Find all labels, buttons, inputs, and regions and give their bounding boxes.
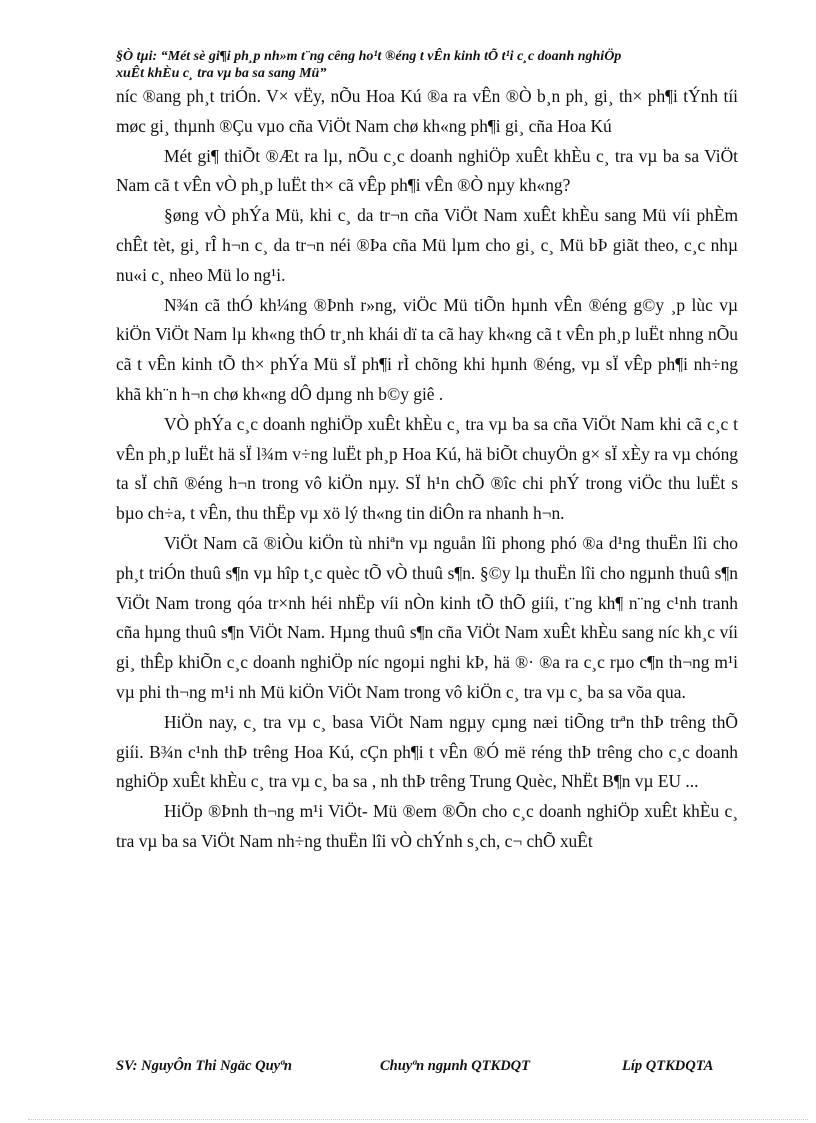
footer-student: SV: NguyÔn Thi Ngäc Quyªn [116,1058,292,1074]
header-line-1: §Ò tµi: “Mét sè gi¶i ph¸p nh»m t¨ng cêng ho¹t ®éng t vÊn kinh tÕ t¹i c¸c doanh nghiÖp [116,49,622,64]
paragraph: HiÖn nay, c¸ tra vµ c¸ basa ViÖt Nam ngµy cµng næi tiÕng trªn thÞ trêng thÕ giíi. B¾n c¹nh thÞ trêng Hoa Kú, cÇn ph¶i t vÊn ®Ó më réng thÞ trêng cho c¸c doanh nghiÖp xuÊt khÈu c¸ tra vµ c¸ ba sa , nh thÞ trêng Trung Quèc, NhËt B¶n vµ EU ... [116,711,738,792]
paragraph: VÒ phÝa c¸c doanh nghiÖp xuÊt khÈu c¸ tra vµ ba sa cña ViÖt Nam khi cã c¸c t vÊn ph¸p luËt hä sÏ l¾m v÷ng luËt ph¸p Hoa Kú, hä biÕt chuyÖn g× sÏ xÈy ra vµ chóng ta sÏ chñ ®éng h¬n trong vô kiÖn nµy. SÏ h¹n chÕ ®îc chi phÝ trong viÖc thu luËt s bµo ch÷a, t vÊn, thu thËp vµ xö lý th«ng tin diÔn ra nhanh h¬n. [116,413,738,524]
paragraph: Mét gi¶ thiÕt ®Æt ra lµ, nÕu c¸c doanh nghiÖp xuÊt khÈu c¸ tra vµ ba sa ViÖt Nam cã t vÊn vÒ ph¸p luËt th× cã vÊp ph¶i vÊn ®Ò nµy kh«ng? [116,145,738,196]
footer-class: Líp QTKDQTA [622,1058,714,1074]
paragraph: ViÖt Nam cã ®iÒu kiÖn tù nhiªn vµ nguån lîi phong phó ®a d¹ng thuËn lîi cho ph¸t triÓn thuû s¶n vµ hîp t¸c quèc tÕ vÒ thuû s¶n. §©y lµ thuËn lîi cho ngµnh thuû s¶n ViÖt Nam trong qóa tr×nh héi nhËp víi nÒn kinh tÕ thÕ giíi, t¨ng kh¶ n¨ng c¹nh tranh cña hµng thuû s¶n ViÖt Nam. Hµng thuû s¶n cña ViÖt Nam xuÊt khÈu sang níc kh¸c víi gi¸ thÊp khiÕn c¸c doanh nghiÖp níc ngoµi nghi kÞ, hä ®· ®a ra c¸c rµo c¶n th¬ng m¹i vµ phi th¬ng m¹i nh Mü kiÖn ViÖt Nam trong vô kiÖn c¸ tra vµ c¸ ba sa võa qua. [116,532,738,702]
footer-major: Chuyªn ngµnh QTKDQT [380,1058,531,1074]
bottom-divider [28,1119,808,1120]
paragraph: HiÖp ®Þnh th¬ng m¹i ViÖt- Mü ®em ®Õn cho c¸c doanh nghiÖp xuÊt khÈu c¸ tra vµ ba sa ViÖt Nam nh÷ng thuËn lîi vÒ chÝnh s¸ch, c¬ chÕ xuÊt [116,801,738,851]
paragraph: níc ®ang ph¸t triÓn. V× vËy, nÕu Hoa Kú ®a ra vÊn ®Ò b¸n ph¸ gi¸ th× ph¶i tÝnh tíi møc gi¸ thµnh ®Çu vµo cña ViÖt Nam chø kh«ng ph¶i gi¸ cña Hoa Kú [116,86,738,136]
header-line-2: xuÊt khÈu c¸ tra vµ ba sa sang Mü” [116,66,327,81]
page-header [116,48,746,82]
paragraph: §øng vÒ phÝa Mü, khi c¸ da tr¬n cña ViÖt Nam xuÊt khÈu sang Mü víi phÈm chÊt tèt, gi¸ rÎ h¬n c¸ da tr¬n néi ®Þa cña Mü lµm cho gi¸ c¸ Mü bÞ giãt theo, c¸c nhµ nu«i c¸ nheo Mü lo ng¹i. [116,205,738,285]
paragraph: N¾n cã thÓ kh¼ng ®Þnh r»ng, viÖc Mü tiÕn hµnh vÊn ®éng g©y ¸p lùc vµ kiÖn ViÖt Nam lµ kh«ng thÓ tr¸nh khái dï ta cã hay kh«ng cã t vÊn ph¸p luËt nhng nÕu cã t vÊn kinh tÕ th× phÝa Mü sÏ ph¶i rÌ chõng khi hµnh ®éng, vµ sÏ vÊp ph¶i nh÷ng khã kh¨n h¬n chø kh«ng dÔ dµng nh b©y giê . [116,294,738,404]
body-text [116,82,738,857]
page-footer [116,1058,738,1078]
